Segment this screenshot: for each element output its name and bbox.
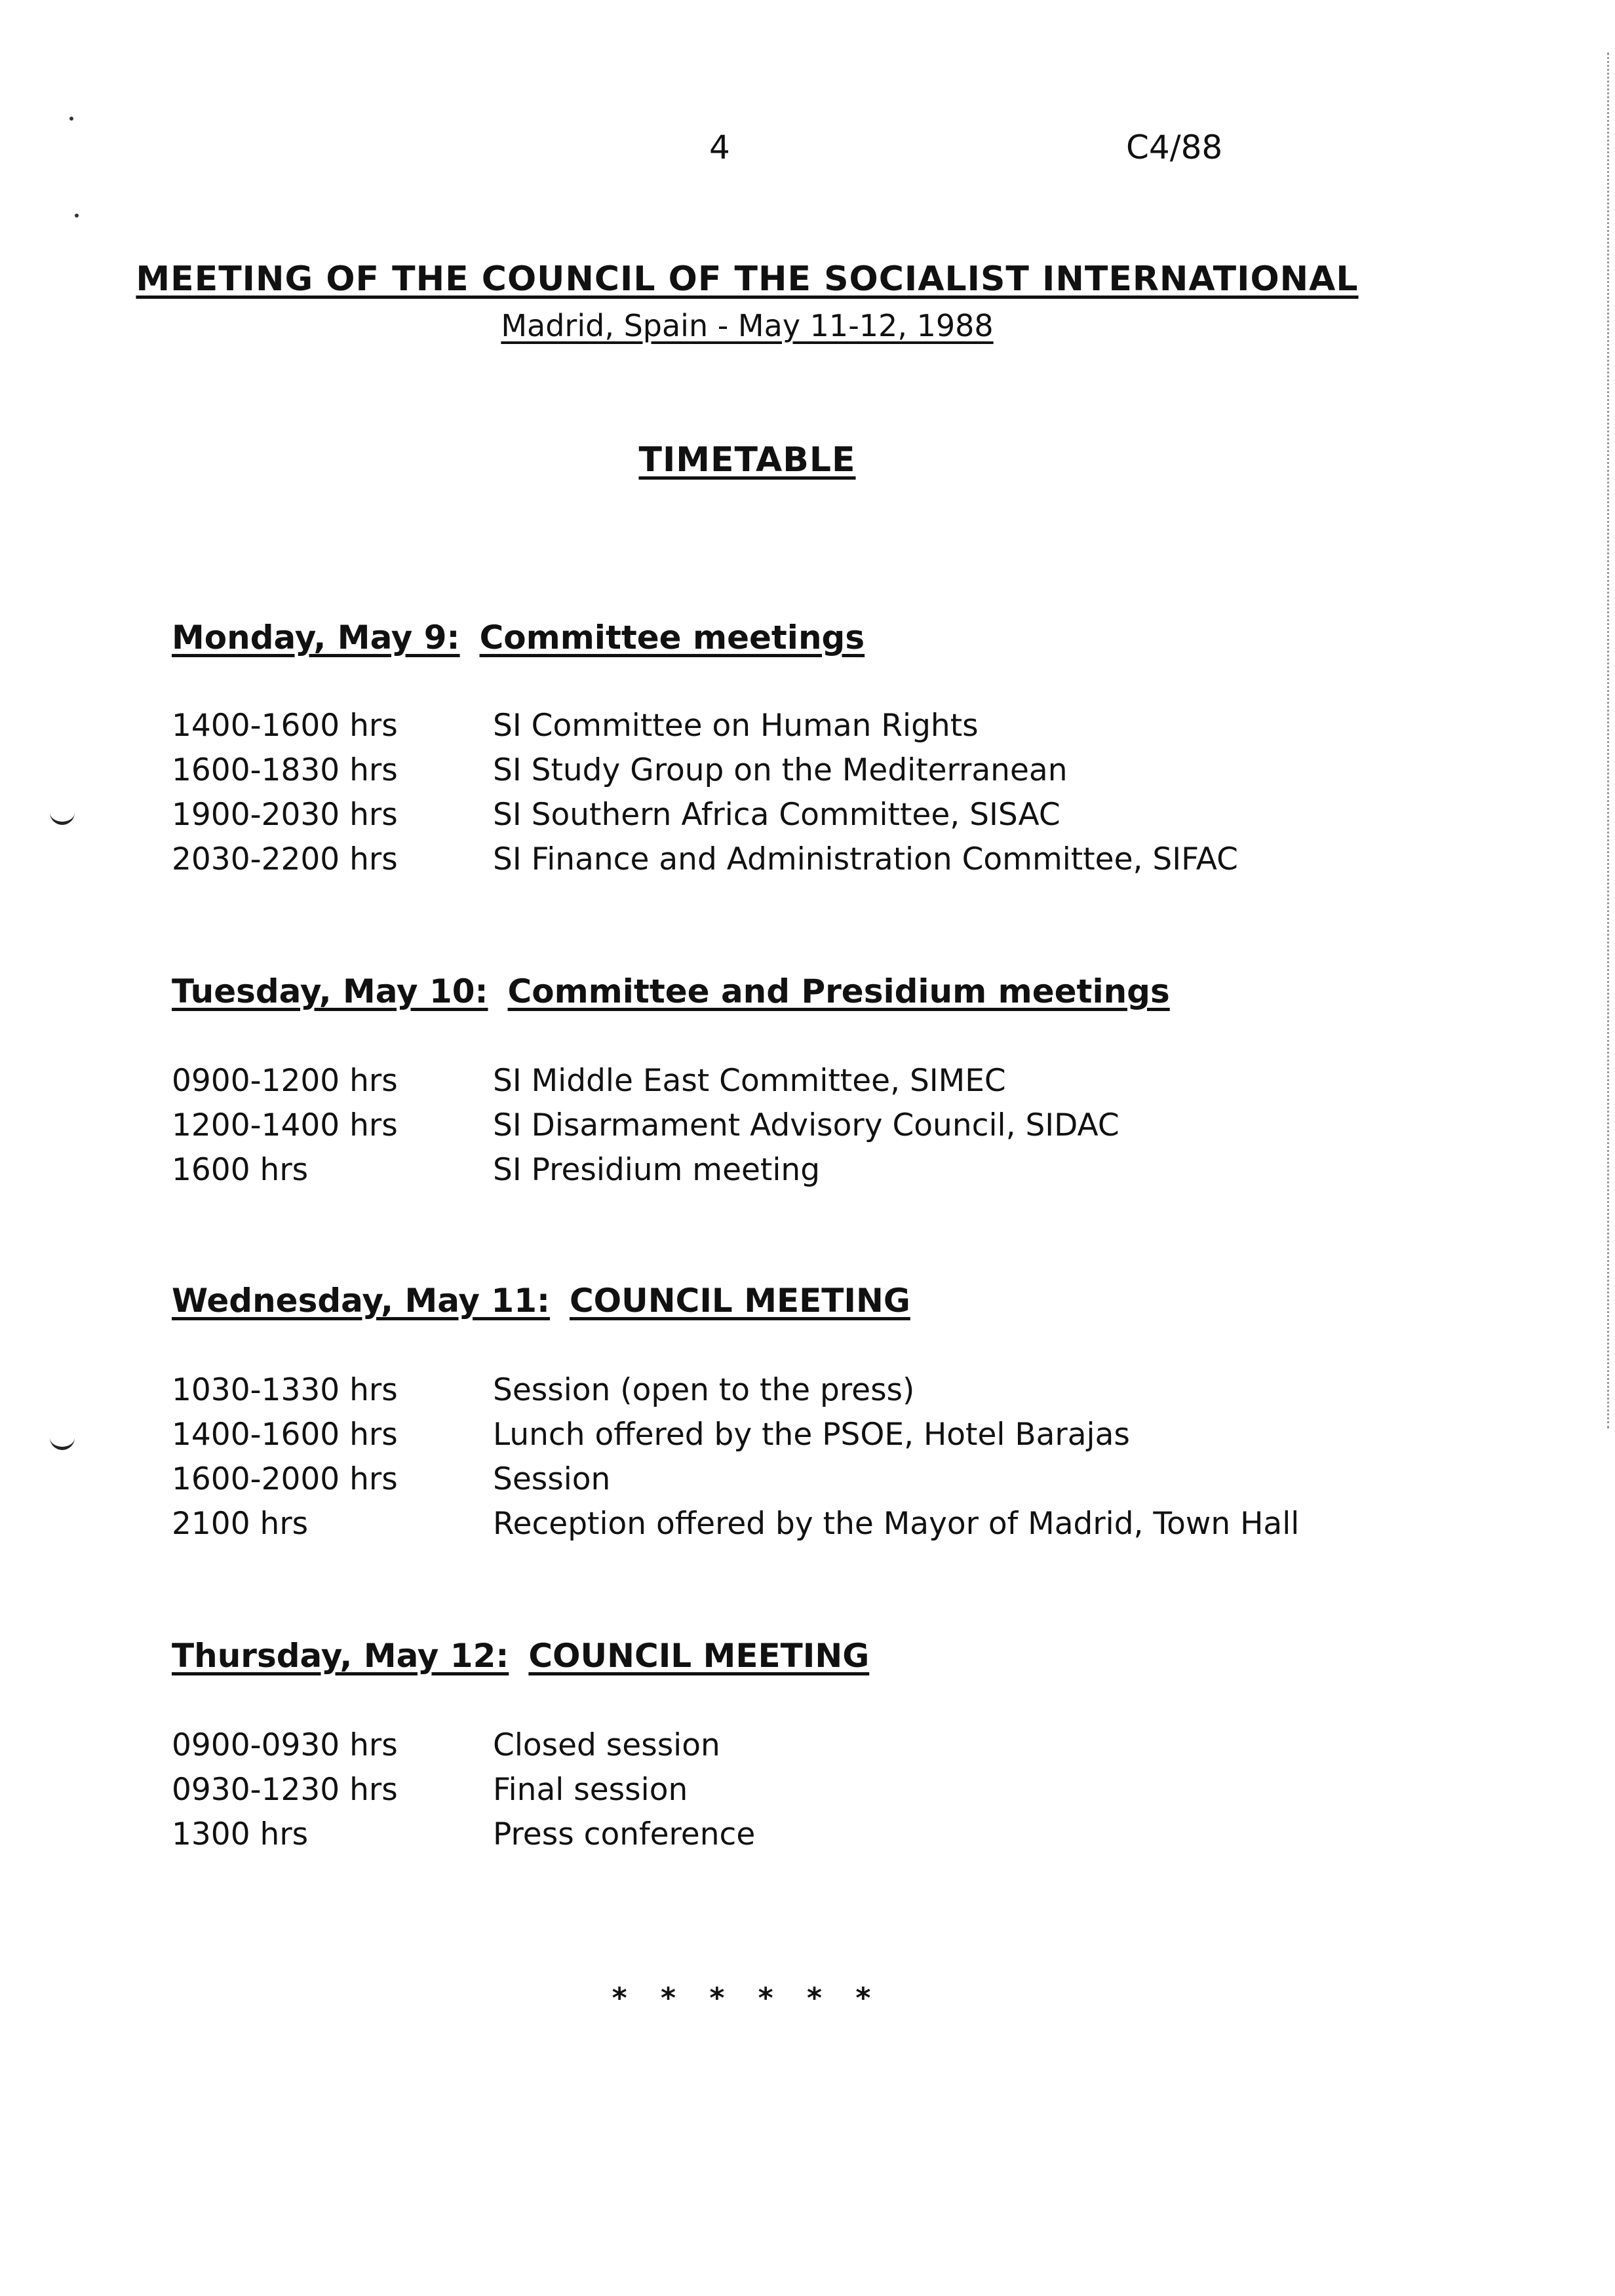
schedule-description: SI Committee on Human Rights [493, 708, 979, 744]
schedule-time: 0900-0930 hrs [172, 1727, 398, 1763]
day-title: COUNCIL MEETING [569, 1282, 910, 1320]
schedule-description: SI Disarmament Advisory Council, SIDAC [493, 1107, 1119, 1143]
schedule-description: SI Presidium meeting [493, 1152, 821, 1188]
schedule-description: Final session [493, 1772, 688, 1808]
section-title: TIMETABLE [638, 440, 856, 480]
schedule-description: SI Finance and Administration Committee, SIFAC [493, 841, 1238, 877]
day-title: COUNCIL MEETING [528, 1637, 870, 1675]
schedule-time: 1600 hrs [172, 1152, 309, 1188]
schedule-time: 1600-2000 hrs [172, 1461, 398, 1497]
schedule-time: 1400-1600 hrs [172, 708, 398, 744]
day-heading-monday [172, 619, 865, 657]
scan-edge [1607, 52, 1611, 1428]
document-reference: C4/88 [1126, 128, 1223, 166]
schedule-time: 2030-2200 hrs [172, 841, 398, 877]
schedule-description: Closed session [493, 1727, 720, 1763]
schedule-time: 1900-2030 hrs [172, 797, 398, 833]
page-number: 4 [709, 128, 730, 166]
schedule-time: 1200-1400 hrs [172, 1107, 398, 1143]
document-subtitle: Madrid, Spain - May 11-12, 1988 [501, 308, 994, 343]
day-label: Thursday, May 12: [172, 1637, 509, 1675]
schedule-time: 1300 hrs [172, 1816, 309, 1852]
day-label: Wednesday, May 11: [172, 1282, 550, 1320]
schedule-description: Lunch offered by the PSOE, Hotel Barajas [493, 1417, 1130, 1453]
schedule-time: 1600-1830 hrs [172, 752, 398, 788]
day-heading-wednesday [172, 1282, 910, 1320]
day-title: Committee meetings [479, 619, 865, 657]
schedule-description: SI Middle East Committee, SIMEC [493, 1063, 1006, 1099]
schedule-description: Session (open to the press) [493, 1372, 915, 1408]
scan-speck [69, 117, 73, 121]
margin-mark [50, 811, 75, 825]
day-title: Committee and Presidium meetings [507, 972, 1170, 1010]
schedule-time: 1030-1330 hrs [172, 1372, 398, 1408]
day-heading-tuesday [172, 972, 1170, 1010]
day-label: Tuesday, May 10: [172, 972, 488, 1010]
margin-mark [50, 1436, 75, 1450]
end-of-document-marks: * * * * * * [612, 1981, 883, 2015]
schedule-description: Session [493, 1461, 611, 1497]
schedule-description: Reception offered by the Mayor of Madrid, Town Hall [493, 1506, 1300, 1542]
document-title: MEETING OF THE COUNCIL OF THE SOCIALIST INTERNATIONAL [136, 259, 1359, 299]
day-heading-thursday [172, 1637, 869, 1675]
scan-speck [75, 214, 79, 218]
schedule-time: 0900-1200 hrs [172, 1063, 398, 1099]
schedule-description: Press conference [493, 1816, 756, 1852]
day-label: Monday, May 9: [172, 619, 460, 657]
schedule-time: 2100 hrs [172, 1506, 309, 1542]
schedule-time: 0930-1230 hrs [172, 1772, 398, 1808]
schedule-description: SI Study Group on the Mediterranean [493, 752, 1068, 788]
schedule-time: 1400-1600 hrs [172, 1417, 398, 1453]
schedule-description: SI Southern Africa Committee, SISAC [493, 797, 1060, 833]
